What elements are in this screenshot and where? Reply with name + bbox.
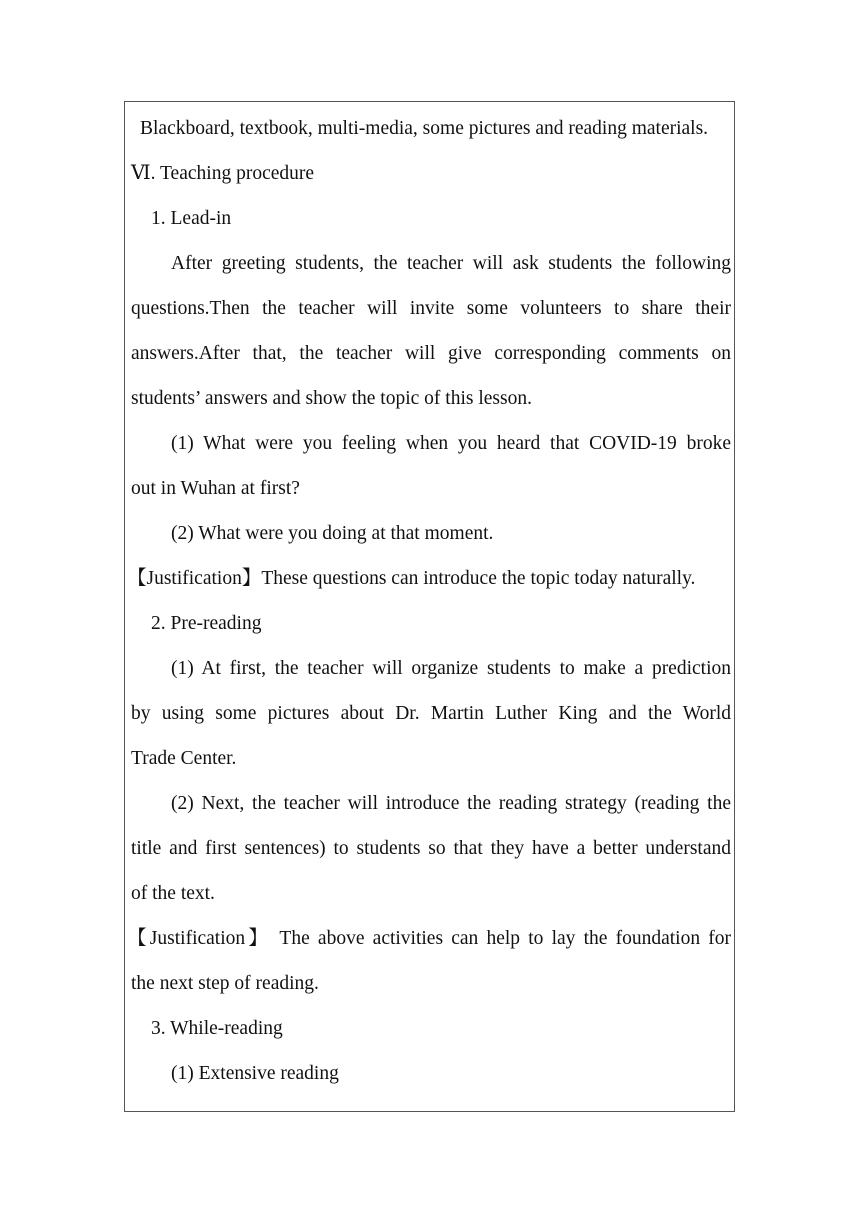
paragraph-line: Trade Center. [131,748,237,769]
justification-line: the next step of reading. [131,973,319,994]
paragraph-line: questions.Then the teacher will invite some volunteers to share their [131,298,731,319]
section-heading-teaching-procedure: Ⅵ. Teaching procedure [131,163,315,184]
paragraph-line: by using some pictures about Dr. Martin Luther King and the World [131,703,731,724]
sub-step-heading-extensive-reading: (1) Extensive reading [171,1063,339,1084]
question-line: out in Wuhan at first? [131,478,300,499]
question-line: (2) What were you doing at that moment. [171,523,494,544]
paragraph-line: (1) At first, the teacher will organize students to make a prediction [171,658,731,679]
paragraph-line: title and first sentences) to students so that they have a better understand [131,838,731,859]
question-line: (1) What were you feeling when you heard that COVID-19 broke [171,433,731,454]
step-heading-lead-in: 1. Lead-in [151,208,232,229]
document-frame [124,101,735,1112]
step-heading-pre-reading: 2. Pre-reading [151,613,262,634]
justification-line: 【Justification】These questions can introduce the topic today naturally. [127,568,696,589]
paragraph-line: answers.After that, the teacher will give corresponding comments on [131,343,731,364]
text-line-materials: Blackboard, textbook, multi-media, some pictures and reading materials. [140,118,709,139]
step-heading-while-reading: 3. While-reading [151,1018,283,1039]
paragraph-line: students’ answers and show the topic of this lesson. [131,388,532,409]
paragraph-line: of the text. [131,883,215,904]
paragraph-line: (2) Next, the teacher will introduce the reading strategy (reading the [171,793,731,814]
justification-line: 【Justification】 The above activities can help to lay the foundation for [127,928,731,949]
paragraph-line: After greeting students, the teacher will ask students the following [171,253,731,274]
